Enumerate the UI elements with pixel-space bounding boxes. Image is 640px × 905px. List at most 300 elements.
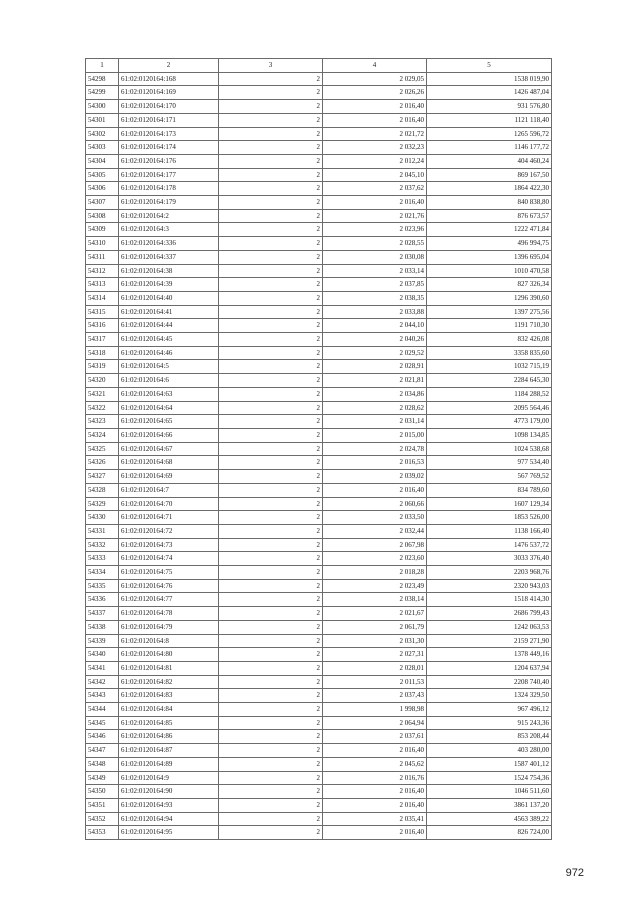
cadastral-number-cell: 61:02:0120164:170 — [119, 100, 219, 114]
area-cell: 2 012,24 — [323, 154, 427, 168]
cadastral-number-cell: 61:02:0120164:84 — [119, 703, 219, 717]
category-cell: 2 — [219, 401, 323, 415]
table-row — [86, 86, 552, 100]
row-number-cell: 54306 — [86, 182, 119, 196]
row-number-cell: 54327 — [86, 470, 119, 484]
row-number-cell: 54331 — [86, 524, 119, 538]
row-number-cell: 54323 — [86, 415, 119, 429]
category-cell: 2 — [219, 771, 323, 785]
table-row — [86, 100, 552, 114]
row-number-cell: 54337 — [86, 607, 119, 621]
value-cell: 496 994,75 — [427, 237, 552, 251]
row-number-cell: 54305 — [86, 168, 119, 182]
column-header: 3 — [219, 59, 323, 73]
cadastral-number-cell: 61:02:0120164:68 — [119, 456, 219, 470]
value-cell: 1607 129,34 — [427, 497, 552, 511]
area-cell: 2 067,98 — [323, 538, 427, 552]
category-cell: 2 — [219, 154, 323, 168]
value-cell: 1378 449,16 — [427, 648, 552, 662]
category-cell: 2 — [219, 387, 323, 401]
area-cell: 2 029,05 — [323, 72, 427, 86]
area-cell: 2 023,60 — [323, 552, 427, 566]
category-cell: 2 — [219, 730, 323, 744]
value-cell: 1426 487,04 — [427, 86, 552, 100]
area-cell: 2 023,49 — [323, 579, 427, 593]
table-row — [86, 127, 552, 141]
category-cell: 2 — [219, 264, 323, 278]
value-cell: 834 789,60 — [427, 483, 552, 497]
area-cell: 2 015,00 — [323, 428, 427, 442]
row-number-cell: 54302 — [86, 127, 119, 141]
category-cell: 2 — [219, 689, 323, 703]
area-cell: 2 030,08 — [323, 250, 427, 264]
category-cell: 2 — [219, 785, 323, 799]
table-row — [86, 319, 552, 333]
value-cell: 826 724,00 — [427, 826, 552, 840]
value-cell: 1324 329,50 — [427, 689, 552, 703]
row-number-cell: 54349 — [86, 771, 119, 785]
area-cell: 2 028,01 — [323, 661, 427, 675]
value-cell: 1864 422,30 — [427, 182, 552, 196]
area-cell: 2 021,72 — [323, 127, 427, 141]
area-cell: 2 016,76 — [323, 771, 427, 785]
row-number-cell: 54335 — [86, 579, 119, 593]
area-cell: 2 018,28 — [323, 566, 427, 580]
area-cell: 2 016,40 — [323, 826, 427, 840]
table-row — [86, 333, 552, 347]
table-row — [86, 620, 552, 634]
value-cell: 1046 511,60 — [427, 785, 552, 799]
category-cell: 2 — [219, 250, 323, 264]
cadastral-number-cell: 61:02:0120164:174 — [119, 141, 219, 155]
area-cell: 2 016,40 — [323, 785, 427, 799]
area-cell: 2 032,44 — [323, 524, 427, 538]
table-row — [86, 209, 552, 223]
table-row — [86, 456, 552, 470]
cadastral-number-cell: 61:02:0120164:173 — [119, 127, 219, 141]
category-cell: 2 — [219, 237, 323, 251]
cadastral-number-cell: 61:02:0120164:79 — [119, 620, 219, 634]
category-cell: 2 — [219, 648, 323, 662]
header-row — [86, 59, 552, 73]
registry-table — [85, 58, 552, 840]
cadastral-number-cell: 61:02:0120164:40 — [119, 291, 219, 305]
table-row — [86, 812, 552, 826]
table-row — [86, 387, 552, 401]
table-body — [86, 72, 552, 839]
cadastral-number-cell: 61:02:0120164:41 — [119, 305, 219, 319]
row-number-cell: 54340 — [86, 648, 119, 662]
row-number-cell: 54342 — [86, 675, 119, 689]
value-cell: 567 769,52 — [427, 470, 552, 484]
row-number-cell: 54322 — [86, 401, 119, 415]
row-number-cell: 54307 — [86, 196, 119, 210]
table-row — [86, 524, 552, 538]
column-header: 1 — [86, 59, 119, 73]
area-cell: 2 037,62 — [323, 182, 427, 196]
value-cell: 977 534,40 — [427, 456, 552, 470]
row-number-cell: 54312 — [86, 264, 119, 278]
table-row — [86, 703, 552, 717]
value-cell: 404 460,24 — [427, 154, 552, 168]
category-cell: 2 — [219, 826, 323, 840]
value-cell: 1476 537,72 — [427, 538, 552, 552]
category-cell: 2 — [219, 744, 323, 758]
value-cell: 869 167,50 — [427, 168, 552, 182]
cadastral-number-cell: 61:02:0120164:3 — [119, 223, 219, 237]
value-cell: 2320 943,03 — [427, 579, 552, 593]
category-cell: 2 — [219, 72, 323, 86]
table-row — [86, 675, 552, 689]
area-cell: 2 027,31 — [323, 648, 427, 662]
area-cell: 2 021,67 — [323, 607, 427, 621]
cadastral-number-cell: 61:02:0120164:86 — [119, 730, 219, 744]
category-cell: 2 — [219, 100, 323, 114]
row-number-cell: 54334 — [86, 566, 119, 580]
cadastral-number-cell: 61:02:0120164:7 — [119, 483, 219, 497]
value-cell: 1032 715,19 — [427, 360, 552, 374]
row-number-cell: 54299 — [86, 86, 119, 100]
cadastral-number-cell: 61:02:0120164:87 — [119, 744, 219, 758]
area-cell: 2 028,91 — [323, 360, 427, 374]
cadastral-number-cell: 61:02:0120164:89 — [119, 757, 219, 771]
column-header: 5 — [427, 59, 552, 73]
category-cell: 2 — [219, 127, 323, 141]
value-cell: 1121 118,40 — [427, 113, 552, 127]
row-number-cell: 54344 — [86, 703, 119, 717]
area-cell: 2 044,10 — [323, 319, 427, 333]
table-row — [86, 689, 552, 703]
cadastral-number-cell: 61:02:0120164:90 — [119, 785, 219, 799]
area-cell: 2 037,61 — [323, 730, 427, 744]
category-cell: 2 — [219, 470, 323, 484]
row-number-cell: 54303 — [86, 141, 119, 155]
area-cell: 2 016,40 — [323, 744, 427, 758]
row-number-cell: 54326 — [86, 456, 119, 470]
value-cell: 2159 271,90 — [427, 634, 552, 648]
row-number-cell: 54310 — [86, 237, 119, 251]
row-number-cell: 54328 — [86, 483, 119, 497]
table-row — [86, 483, 552, 497]
category-cell: 2 — [219, 141, 323, 155]
row-number-cell: 54315 — [86, 305, 119, 319]
row-number-cell: 54314 — [86, 291, 119, 305]
category-cell: 2 — [219, 456, 323, 470]
value-cell: 3358 835,60 — [427, 346, 552, 360]
category-cell: 2 — [219, 374, 323, 388]
area-cell: 2 038,14 — [323, 593, 427, 607]
cadastral-number-cell: 61:02:0120164:82 — [119, 675, 219, 689]
table-row — [86, 771, 552, 785]
cadastral-number-cell: 61:02:0120164:168 — [119, 72, 219, 86]
value-cell: 1222 471,84 — [427, 223, 552, 237]
category-cell: 2 — [219, 538, 323, 552]
area-cell: 2 032,23 — [323, 141, 427, 155]
row-number-cell: 54345 — [86, 716, 119, 730]
category-cell: 2 — [219, 278, 323, 292]
cadastral-number-cell: 61:02:0120164:95 — [119, 826, 219, 840]
value-cell: 876 673,57 — [427, 209, 552, 223]
table-row — [86, 264, 552, 278]
category-cell: 2 — [219, 703, 323, 717]
area-cell: 2 040,26 — [323, 333, 427, 347]
value-cell: 967 496,12 — [427, 703, 552, 717]
category-cell: 2 — [219, 566, 323, 580]
area-cell: 2 016,40 — [323, 798, 427, 812]
area-cell: 2 021,76 — [323, 209, 427, 223]
area-cell: 2 035,41 — [323, 812, 427, 826]
row-number-cell: 54346 — [86, 730, 119, 744]
area-cell: 1 998,98 — [323, 703, 427, 717]
area-cell: 2 033,50 — [323, 511, 427, 525]
table-row — [86, 511, 552, 525]
table-row — [86, 579, 552, 593]
row-number-cell: 54313 — [86, 278, 119, 292]
table-row — [86, 757, 552, 771]
area-cell: 2 026,26 — [323, 86, 427, 100]
row-number-cell: 54338 — [86, 620, 119, 634]
table-row — [86, 113, 552, 127]
area-cell: 2 033,14 — [323, 264, 427, 278]
row-number-cell: 54351 — [86, 798, 119, 812]
value-cell: 1396 695,04 — [427, 250, 552, 264]
row-number-cell: 54332 — [86, 538, 119, 552]
value-cell: 1024 538,68 — [427, 442, 552, 456]
cadastral-number-cell: 61:02:0120164:93 — [119, 798, 219, 812]
area-cell: 2 064,94 — [323, 716, 427, 730]
category-cell: 2 — [219, 346, 323, 360]
category-cell: 2 — [219, 552, 323, 566]
table-row — [86, 250, 552, 264]
table-row — [86, 470, 552, 484]
table-row — [86, 278, 552, 292]
area-cell: 2 016,40 — [323, 483, 427, 497]
category-cell: 2 — [219, 168, 323, 182]
category-cell: 2 — [219, 305, 323, 319]
value-cell: 1138 166,40 — [427, 524, 552, 538]
table-row — [86, 154, 552, 168]
table-row — [86, 415, 552, 429]
cadastral-number-cell: 61:02:0120164:336 — [119, 237, 219, 251]
cadastral-number-cell: 61:02:0120164:45 — [119, 333, 219, 347]
area-cell: 2 023,96 — [323, 223, 427, 237]
value-cell: 2095 564,46 — [427, 401, 552, 415]
value-cell: 3033 376,40 — [427, 552, 552, 566]
area-cell: 2 033,88 — [323, 305, 427, 319]
row-number-cell: 54318 — [86, 346, 119, 360]
value-cell: 4563 389,22 — [427, 812, 552, 826]
category-cell: 2 — [219, 524, 323, 538]
cadastral-number-cell: 61:02:0120164:83 — [119, 689, 219, 703]
cadastral-number-cell: 61:02:0120164:5 — [119, 360, 219, 374]
value-cell: 827 326,34 — [427, 278, 552, 292]
cadastral-number-cell: 61:02:0120164:39 — [119, 278, 219, 292]
table-row — [86, 593, 552, 607]
row-number-cell: 54301 — [86, 113, 119, 127]
cadastral-number-cell: 61:02:0120164:337 — [119, 250, 219, 264]
table-row — [86, 826, 552, 840]
value-cell: 2686 799,43 — [427, 607, 552, 621]
row-number-cell: 54309 — [86, 223, 119, 237]
value-cell: 931 576,80 — [427, 100, 552, 114]
cadastral-number-cell: 61:02:0120164:71 — [119, 511, 219, 525]
value-cell: 1538 019,90 — [427, 72, 552, 86]
table-row — [86, 661, 552, 675]
area-cell: 2 060,66 — [323, 497, 427, 511]
category-cell: 2 — [219, 333, 323, 347]
category-cell: 2 — [219, 428, 323, 442]
area-cell: 2 024,78 — [323, 442, 427, 456]
area-cell: 2 021,81 — [323, 374, 427, 388]
row-number-cell: 54352 — [86, 812, 119, 826]
area-cell: 2 037,43 — [323, 689, 427, 703]
cadastral-number-cell: 61:02:0120164:73 — [119, 538, 219, 552]
cadastral-number-cell: 61:02:0120164:176 — [119, 154, 219, 168]
table-row — [86, 730, 552, 744]
cadastral-number-cell: 61:02:0120164:66 — [119, 428, 219, 442]
row-number-cell: 54329 — [86, 497, 119, 511]
row-number-cell: 54304 — [86, 154, 119, 168]
area-cell: 2 045,62 — [323, 757, 427, 771]
cadastral-number-cell: 61:02:0120164:78 — [119, 607, 219, 621]
category-cell: 2 — [219, 196, 323, 210]
table-row — [86, 72, 552, 86]
table-row — [86, 141, 552, 155]
table-row — [86, 607, 552, 621]
row-number-cell: 54298 — [86, 72, 119, 86]
row-number-cell: 54348 — [86, 757, 119, 771]
table-row — [86, 552, 552, 566]
page-number: 972 — [565, 867, 584, 879]
value-cell: 1010 470,58 — [427, 264, 552, 278]
value-cell: 4773 179,00 — [427, 415, 552, 429]
category-cell: 2 — [219, 607, 323, 621]
row-number-cell: 54336 — [86, 593, 119, 607]
table-row — [86, 634, 552, 648]
table-row — [86, 374, 552, 388]
category-cell: 2 — [219, 86, 323, 100]
table-row — [86, 168, 552, 182]
area-cell: 2 038,35 — [323, 291, 427, 305]
area-cell: 2 037,85 — [323, 278, 427, 292]
cadastral-number-cell: 61:02:0120164:74 — [119, 552, 219, 566]
row-number-cell: 54343 — [86, 689, 119, 703]
row-number-cell: 54311 — [86, 250, 119, 264]
cadastral-number-cell: 61:02:0120164:171 — [119, 113, 219, 127]
value-cell: 1524 754,36 — [427, 771, 552, 785]
value-cell: 1397 275,56 — [427, 305, 552, 319]
area-cell: 2 011,53 — [323, 675, 427, 689]
category-cell: 2 — [219, 593, 323, 607]
cadastral-number-cell: 61:02:0120164:169 — [119, 86, 219, 100]
table-row — [86, 442, 552, 456]
cadastral-number-cell: 61:02:0120164:94 — [119, 812, 219, 826]
cadastral-number-cell: 61:02:0120164:67 — [119, 442, 219, 456]
row-number-cell: 54317 — [86, 333, 119, 347]
row-number-cell: 54319 — [86, 360, 119, 374]
row-number-cell: 54321 — [86, 387, 119, 401]
area-cell: 2 029,52 — [323, 346, 427, 360]
area-cell: 2 034,86 — [323, 387, 427, 401]
row-number-cell: 54330 — [86, 511, 119, 525]
cadastral-number-cell: 61:02:0120164:63 — [119, 387, 219, 401]
row-number-cell: 54324 — [86, 428, 119, 442]
table-row — [86, 648, 552, 662]
cadastral-number-cell: 61:02:0120164:85 — [119, 716, 219, 730]
value-cell: 1242 063,53 — [427, 620, 552, 634]
category-cell: 2 — [219, 113, 323, 127]
row-number-cell: 54320 — [86, 374, 119, 388]
row-number-cell: 54333 — [86, 552, 119, 566]
value-cell: 1587 401,12 — [427, 757, 552, 771]
area-cell: 2 031,14 — [323, 415, 427, 429]
value-cell: 2203 968,76 — [427, 566, 552, 580]
table-row — [86, 744, 552, 758]
category-cell: 2 — [219, 319, 323, 333]
category-cell: 2 — [219, 182, 323, 196]
table-row — [86, 223, 552, 237]
category-cell: 2 — [219, 757, 323, 771]
row-number-cell: 54300 — [86, 100, 119, 114]
category-cell: 2 — [219, 675, 323, 689]
cadastral-number-cell: 61:02:0120164:44 — [119, 319, 219, 333]
cadastral-number-cell: 61:02:0120164:77 — [119, 593, 219, 607]
cadastral-number-cell: 61:02:0120164:75 — [119, 566, 219, 580]
table-row — [86, 716, 552, 730]
table-row — [86, 428, 552, 442]
area-cell: 2 028,62 — [323, 401, 427, 415]
cadastral-number-cell: 61:02:0120164:179 — [119, 196, 219, 210]
category-cell: 2 — [219, 415, 323, 429]
value-cell: 1184 288,52 — [427, 387, 552, 401]
value-cell: 1518 414,30 — [427, 593, 552, 607]
category-cell: 2 — [219, 497, 323, 511]
area-cell: 2 016,40 — [323, 113, 427, 127]
row-number-cell: 54341 — [86, 661, 119, 675]
cadastral-number-cell: 61:02:0120164:80 — [119, 648, 219, 662]
area-cell: 2 016,40 — [323, 100, 427, 114]
value-cell: 1098 134,85 — [427, 428, 552, 442]
table-row — [86, 182, 552, 196]
table-row — [86, 346, 552, 360]
table-row — [86, 566, 552, 580]
cadastral-number-cell: 61:02:0120164:69 — [119, 470, 219, 484]
category-cell: 2 — [219, 511, 323, 525]
table-row — [86, 497, 552, 511]
category-cell: 2 — [219, 812, 323, 826]
row-number-cell: 54325 — [86, 442, 119, 456]
cadastral-number-cell: 61:02:0120164:81 — [119, 661, 219, 675]
value-cell: 915 243,36 — [427, 716, 552, 730]
area-cell: 2 039,02 — [323, 470, 427, 484]
category-cell: 2 — [219, 442, 323, 456]
table-row — [86, 785, 552, 799]
table-row — [86, 305, 552, 319]
value-cell: 2284 645,30 — [427, 374, 552, 388]
value-cell: 1146 177,72 — [427, 141, 552, 155]
category-cell: 2 — [219, 223, 323, 237]
category-cell: 2 — [219, 798, 323, 812]
row-number-cell: 54308 — [86, 209, 119, 223]
cadastral-number-cell: 61:02:0120164:46 — [119, 346, 219, 360]
row-number-cell: 54316 — [86, 319, 119, 333]
row-number-cell: 54347 — [86, 744, 119, 758]
registry-table-container — [85, 58, 551, 840]
cadastral-number-cell: 61:02:0120164:9 — [119, 771, 219, 785]
area-cell: 2 016,53 — [323, 456, 427, 470]
category-cell: 2 — [219, 716, 323, 730]
value-cell: 1296 390,60 — [427, 291, 552, 305]
